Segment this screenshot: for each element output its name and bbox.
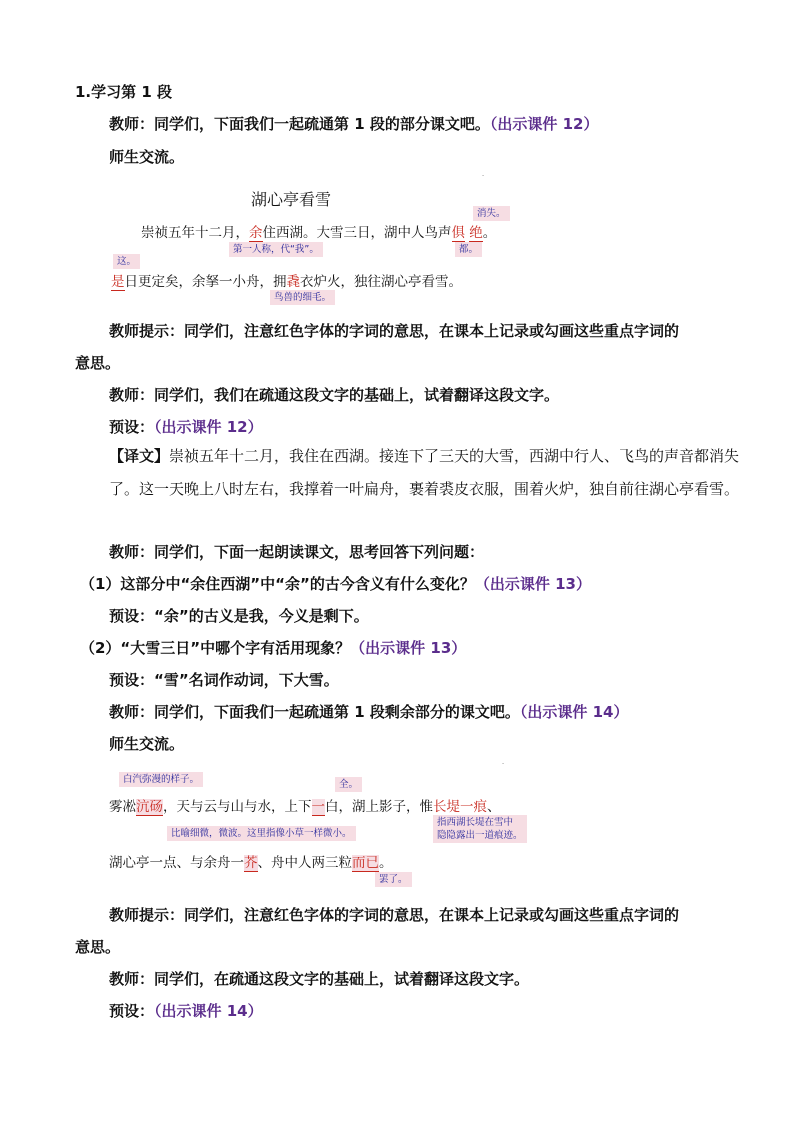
teacher-intro-text: 教师：同学们，下面我们一起疏通第 1 段的部分课文吧。 bbox=[109, 115, 490, 133]
passage-text: 白，湖上影子，惟 bbox=[325, 799, 433, 815]
exchange-text: 师生交流。 bbox=[109, 148, 185, 166]
note-ju: 都。 bbox=[455, 242, 482, 257]
passage1-line1 bbox=[141, 223, 496, 243]
passage-text: ，天与云与山与水，上下 bbox=[163, 799, 312, 815]
courseware-ref: （出示课件 14） bbox=[154, 1002, 263, 1020]
keyword-changdi: 长堤一痕 bbox=[433, 799, 487, 815]
note-yu: 第一人称，代“我”。 bbox=[229, 242, 323, 257]
note-text: 指西湖长堤在雪中 bbox=[437, 817, 514, 828]
note-shi: 这。 bbox=[113, 254, 140, 269]
keyword-hangdang: 沆砀 bbox=[136, 799, 163, 815]
passage2-line2 bbox=[109, 853, 393, 873]
passage-text: 。 bbox=[379, 855, 393, 871]
teacher-rest-text: 教师：同学们，下面我们一起疏通第 1 段剩余部分的课文吧。 bbox=[109, 703, 520, 721]
translation-label: 【译文】 bbox=[109, 447, 170, 465]
courseware-ref: （出示课件 14） bbox=[519, 703, 629, 721]
preset-label: 预设： bbox=[109, 1002, 155, 1020]
passage-text: 日更定矣，余拏一小舟，拥 bbox=[124, 274, 287, 290]
question-2 bbox=[80, 638, 466, 658]
answer-2: 预设：“雪”名词作动词，下大雪。 bbox=[109, 671, 339, 689]
hint1: 教师提示：同学们，注意红色字体的字词的意思，在课本上记录或勾画这些重点字词的 bbox=[109, 322, 680, 340]
section-heading: 1.学习第 1 段 bbox=[75, 83, 173, 101]
question-1 bbox=[80, 574, 591, 594]
courseware-ref: （出示课件 13） bbox=[350, 639, 467, 657]
passage-text: 衣炉火，独往湖心亭看雪。 bbox=[300, 274, 462, 290]
passage-text: 住西湖。大雪三日，湖中人鸟声 bbox=[262, 225, 452, 241]
question-text: （2）“大雪三日”中哪个字有活用现象？ bbox=[80, 639, 351, 657]
note-yi: 全。 bbox=[335, 777, 362, 792]
passage-text: 。 bbox=[482, 225, 497, 241]
translate-intro: 教师：同学们，我们在疏通这段文字的基础上，试着翻译这段文字。 bbox=[109, 386, 560, 404]
passage-text: 、 bbox=[487, 799, 501, 815]
keyword-jue: 绝 bbox=[469, 225, 483, 241]
note-text: 隐隐露出一道痕迹。 bbox=[437, 830, 523, 841]
keyword-yu: 余 bbox=[249, 225, 263, 241]
preset-label: 预设： bbox=[109, 418, 155, 436]
note-jue: 消失。 bbox=[473, 206, 510, 221]
keyword-cui: 毳 bbox=[286, 274, 300, 290]
keyword-shi: 是 bbox=[111, 274, 125, 290]
preset-line-2 bbox=[109, 1001, 263, 1021]
note-eryi: 罢了。 bbox=[375, 872, 412, 887]
passage2-line1 bbox=[109, 797, 501, 817]
hint1-cont: 意思。 bbox=[75, 354, 121, 372]
answer-1: 预设：“余”的古义是我，今义是剩下。 bbox=[109, 607, 369, 625]
teacher-intro bbox=[109, 114, 599, 134]
keyword-ju: 俱 bbox=[451, 225, 465, 241]
translation-text: 崇祯五年十二月，我住在西湖。接连下了三天的大雪，西湖中行人、飞鸟的声音都消失了。这一天晚上八时左右，我撑着一叶扁舟，裹着裘皮衣服，围着火炉，独自前往湖心亭看雪。 bbox=[109, 447, 740, 498]
passage-title: 湖心亭看雪 bbox=[251, 190, 332, 209]
passage-text: 崇祯五年十二月， bbox=[141, 225, 249, 241]
keyword-yi: 一 bbox=[311, 799, 325, 815]
translate-intro-2: 教师：同学们，在疏通这段文字的基础上，试着翻译这段文字。 bbox=[109, 970, 530, 988]
note-cui: 鸟兽的细毛。 bbox=[270, 290, 335, 305]
preset-line bbox=[109, 417, 263, 437]
small-mark: - bbox=[482, 172, 485, 179]
passage-text: 、舟中人两三粒 bbox=[257, 855, 352, 871]
passage1-line2 bbox=[111, 272, 462, 292]
hint2-cont: 意思。 bbox=[75, 938, 121, 956]
keyword-eryi: 而已 bbox=[352, 855, 379, 871]
read-intro: 教师：同学们，下面一起朗读课文，思考回答下列问题： bbox=[109, 543, 485, 561]
translation-block bbox=[109, 440, 749, 506]
small-mark: - bbox=[502, 760, 505, 767]
exchange-text-2: 师生交流。 bbox=[109, 735, 185, 753]
passage-text: 雾凇 bbox=[109, 799, 136, 815]
courseware-ref: （出示课件 12） bbox=[489, 115, 599, 133]
question-text: （1）这部分中“余住西湖”中“余”的古今含义有什么变化？ bbox=[80, 575, 475, 593]
teacher-rest bbox=[109, 702, 629, 722]
courseware-ref: （出示课件 13） bbox=[474, 575, 591, 593]
note-jie: 比喻细微，微波。这里指像小草一样微小。 bbox=[167, 826, 356, 841]
passage-text: 湖心亭一点、与余舟一 bbox=[109, 855, 244, 871]
courseware-ref: （出示课件 12） bbox=[154, 418, 263, 436]
keyword-jie: 芥 bbox=[244, 855, 258, 871]
note-changdi bbox=[433, 815, 527, 843]
hint2: 教师提示：同学们，注意红色字体的字词的意思，在课本上记录或勾画这些重点字词的 bbox=[109, 906, 680, 924]
note-hd: 白汽弥漫的样子。 bbox=[119, 772, 203, 787]
